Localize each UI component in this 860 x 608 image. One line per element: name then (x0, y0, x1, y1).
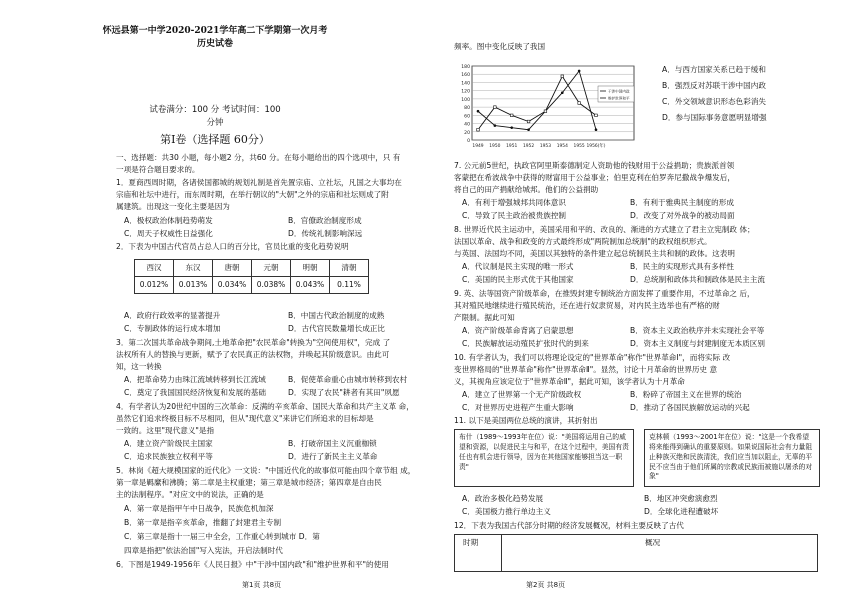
option-d: D．古代官民数量增长成正比 (288, 324, 385, 333)
data-point (595, 114, 598, 117)
data-point (544, 110, 547, 113)
data-point (578, 102, 581, 105)
question-text: 8. 世界近代民主运动中，美国采用和平的、改良的、渐进的方式建立了君主立宪制政 体； (454, 225, 755, 234)
table-cell: 0.043% (291, 277, 330, 294)
data-point (494, 124, 497, 127)
x-tick-labels (472, 142, 605, 149)
question-text: 产限制。据此可知 (454, 313, 515, 322)
data-point (561, 75, 564, 78)
table-cell: 明朝 (291, 260, 330, 277)
section-heading: 第Ⅰ卷（选择题 60分） (160, 133, 270, 146)
table-cell: 0.034% (213, 277, 252, 294)
question-text: 知，这一转换 (116, 362, 162, 371)
data-point (578, 70, 581, 73)
option-c: C．导致了民主政治被贵族控制 (462, 211, 567, 220)
page-footer-left: 第1页 共8页 (242, 581, 282, 589)
question-text: 7. 公元前5世纪，执政官阿里斯泰德制定人资助他的钱财用于公益捐助；贵族派首领 (454, 161, 735, 170)
legend-label: 干涉中国内政 (608, 89, 630, 94)
y-tick-label: 40 (464, 122, 470, 128)
x-tick-label: 1953 (539, 144, 552, 149)
option-a: A．建立资产阶级民主国家 (124, 439, 213, 448)
question-text: 11. 以下是美国两位总统的演讲，其折射出 (454, 416, 598, 425)
page-footer-right: 第2页 共8页 (526, 581, 566, 589)
data-point (510, 126, 513, 129)
option-c: C．外交领域意识形态色彩消失 (662, 97, 767, 106)
question-text: 2．下表为中国古代官员占总人口的百分比，官员比重的变化趋势说明 (116, 242, 349, 251)
option-c: C．对世界历史进程产生重大影响 (462, 403, 574, 412)
table-cell: 西汉 (135, 260, 174, 277)
question-text: 虽然它们追求终极目标不尽相同，但从"现代意义"来讲它们所追求的目标却是 (116, 414, 374, 423)
table-header-summary: 概况 (645, 538, 661, 547)
question-6-text: 6．下图是1949-1956年《人民日报》中"干涉中国内政"和"维护世界和平"的使用 (116, 560, 389, 569)
question-text: 宗庙和社坛中进行，而东周时期，在举行朝议的"大朝"之外的宗庙和社坛则成了附 (116, 190, 389, 199)
legend-label: 维护世界和平 (608, 96, 630, 101)
y-tick-label: 100 (461, 97, 470, 103)
option-b: B．官僚政治制度形成 (288, 216, 362, 225)
question-text: 12．下表为我国古代部分时期的经济发展概况，材料主要反映了古代 (454, 521, 684, 530)
table-cell: 清朝 (330, 260, 369, 277)
table-cell: 0.038% (252, 277, 291, 294)
question-text: 其对殖民地继续进行殖民统治，还在进行奴隶贸易，对内民主选举也有严格的财 (454, 301, 720, 310)
table-cell: 0.012% (135, 277, 174, 294)
question-text: 一致的。这里"现代意义"是指 (116, 426, 215, 435)
right-page (430, 0, 860, 608)
question-text: 义，其视角应该定位于"世界革命Ⅱ"，据此可知，该学者认为十月革命 (454, 377, 685, 386)
option-d: D．全球化进程遭破坏 (644, 507, 719, 516)
option-b: B．地区冲突愈演愈烈 (644, 494, 718, 503)
option-c: C．第三章是指十一届三中全会，工作重心转到城市 D．第 (124, 532, 320, 541)
exam-subtitle: 历史试卷 (196, 39, 233, 49)
option-c: C．奠定了我国国民经济恢复和发展的基础 (124, 388, 266, 397)
table-row (135, 277, 369, 294)
table-cell: 0.013% (174, 277, 213, 294)
question-text: 10. 有学者认为，我们可以将理论设定的"世界革命"称作"世界革命Ⅰ"，而将实际 改 (454, 353, 731, 362)
option-d: D．资本主义制度与封建制度无本质区别 (630, 339, 765, 348)
option-b: B．中国古代政治制度的成熟 (288, 311, 385, 320)
option-b: B．促使革命重心由城市转移到农村 (288, 375, 408, 384)
option-c: C．民族解放运动殖民扩张时代的到来 (462, 339, 589, 348)
data-point (494, 106, 497, 109)
intro-line-2: 一项是符合题目要求的。 (116, 165, 200, 174)
frequency-line-chart (450, 62, 650, 154)
chart-legend (598, 86, 634, 102)
option-c: C．美国的民主形式优于其他国家 (462, 275, 574, 284)
option-a: A．极权政治体制趋势萌发 (124, 216, 213, 225)
question-text: 法权所有人的替换与更新，赋予了农民真正的法权物，并唤起其阶级意识。由此可 (116, 350, 390, 359)
bush-quote-box: 布什（1989～1993年在位）说："美国将运用自己的威望和资源，以促进民主与和平，在这个过程中，美国有责任也有机会进行领导，因为在其他国家能够担当这一职责" (454, 429, 634, 487)
option-a: A．政府行政效率的显著提升 (124, 311, 221, 320)
x-tick-label: 1956(年) (586, 144, 606, 149)
question-text: 1．夏商西周时期，各诸侯国都城的规划礼制是首先置宗庙、立社坛，凡国之大事均在 (116, 178, 402, 187)
y-tick-label: 140 (461, 81, 470, 87)
table-row (135, 260, 369, 277)
option-b: B．民主的实现形式具有多样性 (630, 262, 734, 271)
minutes-line: 分钟 (206, 118, 224, 128)
table-header-period: 时期 (463, 538, 479, 547)
option-a: A．资产阶级革命背离了启蒙思想 (462, 326, 574, 335)
data-point (510, 114, 513, 117)
x-tick-label: 1951 (506, 144, 518, 149)
exam-title: 怀远县第一中学2020-2021学年高二下学期第一次月考 (102, 26, 328, 36)
option-a: A．有利于增强城邦共同体意识 (462, 198, 566, 207)
option-d: D．进行了新民主主义革命 (288, 452, 378, 461)
y-tick-label: 20 (464, 130, 470, 136)
option-d: 四章是指把"依法治国"写入宪法，开启法制时代 (124, 546, 283, 555)
intro-line-1: 一、选择题：共30 小题，每小题2 分，共60 分。在每小题给出的四个选项中，只 有 (116, 153, 401, 162)
question-text: 法国以革命、战争和政变的方式最终形成"两院制加总统制"的政权组织形式。 (454, 237, 712, 246)
question-text: 将自己的田产捐献给城邦。他们的公益捐助 (454, 185, 599, 194)
data-point (595, 128, 598, 131)
x-tick-label: 1949 (472, 144, 484, 149)
x-tick-label: 1952 (522, 144, 535, 149)
option-c: C．追求民族独立权利平等 (124, 452, 213, 461)
option-d: D．传统礼制影响深远 (288, 229, 363, 238)
question-text: 客蒙把在希波战争中获得的财富用于公益事业；伯里克利在伯罗奔尼撒战争爆发后， (454, 173, 735, 182)
y-tick-label: 0 (467, 139, 470, 144)
data-point (477, 110, 480, 113)
table-cell: 东汉 (174, 260, 213, 277)
chart-series (477, 70, 598, 131)
y-tick-label: 80 (464, 106, 470, 112)
question-6-continued: 频率。图中变化反映了我国 (454, 42, 546, 51)
question-text: 9. 英、法等国资产阶级革命，在推毁封建专制统治方面发挥了重要作用，不过革命之 后， (454, 289, 755, 298)
option-b: B．粉碎了帝国主义在世界的统治 (630, 390, 742, 399)
data-point (527, 120, 530, 123)
option-b: B．强烈反对苏联干涉中国内政 (662, 81, 766, 90)
option-c: C．周天子权威性日益强化 (124, 229, 213, 238)
table-cell: 元朝 (252, 260, 291, 277)
option-b: B．有利于雅典民主制度的形成 (630, 198, 734, 207)
option-a: A．代议制是民主实现的唯一形式 (462, 262, 574, 271)
option-c: C．美国极力推行单边主义 (462, 507, 551, 516)
question-text: 3．第二次国共革命战争期间,土地革命把"农民革命"转换为"空间使用权"，完成 了 (116, 338, 391, 347)
table-cell: 唐朝 (213, 260, 252, 277)
question-text: 与英国、法国均不同，美国以其独特的条件建立起总统制民主共和制的政体。这表明 (454, 249, 735, 258)
clinton-quote-box: 克林顿（1993～2001年在位）说："这是一个我希望将来能得到确认的重要原则。如果说国际社会有力量阻止种族灭绝和民族清洗，我们应当加以阻止，无辜的平民不应当由于他们所属的宗教或民族而被施以屠杀的对象" (644, 429, 820, 487)
option-b: B．第一章是指辛亥革命，推翻了封建君主专制 (124, 518, 282, 527)
question-text: 变世界格局的"世界革命"称作"世界革命Ⅱ"。显然，讨论十月革命的世界历史 意 (454, 365, 718, 374)
x-tick-label: 1950 (489, 144, 501, 149)
option-a: A．把革命势力由珠江流域转移到长江流域 (124, 375, 266, 384)
economy-table (454, 534, 818, 572)
y-tick-labels (461, 64, 470, 144)
option-d: D．改变了对外战争的被动局面 (630, 211, 735, 220)
option-a: A．与西方国家关系已趋于缓和 (662, 65, 766, 74)
question-text: 4．有学者认为20世纪中国的三次革命：反满的辛亥革命、国民大革命和共产主义革 命， (116, 402, 414, 411)
option-b: B．打破帝国主义沉重枷锁 (288, 439, 377, 448)
option-a: A．第一章是指甲午中日战争，民族危机加深 (124, 504, 274, 513)
question-text: 5．林岗《超大规模国家的近代化》一文说："中国近代化的故事似可能由四个章节组 成， (116, 466, 416, 475)
score-line: 试卷满分：100 分 考试时间：100 (149, 105, 281, 115)
series-line (478, 71, 596, 130)
option-a: A．政治多极化趋势发展 (462, 494, 544, 503)
data-point (561, 91, 564, 94)
question-text: 第一章是羁縻和沸腾；第二章是主权重建；第三章是城市经济；第四章是自由民 (116, 478, 382, 487)
data-point (527, 128, 530, 131)
option-b: B．资本主义政治秩序并未实现社会平等 (630, 326, 765, 335)
option-d: D．参与国际事务意愿明显增强 (662, 113, 767, 122)
question-text: 属建筑。出现这一变化主要是因为 (116, 202, 230, 211)
question-text: 主的法制程序。"对应文中的说法，正确的是 (116, 490, 264, 499)
data-point (477, 128, 480, 131)
y-tick-label: 180 (461, 65, 470, 70)
option-d: D．实现了农民"耕者有其田"夙愿 (288, 388, 400, 397)
y-tick-label: 160 (461, 73, 470, 79)
option-a: A．建立了世界第一个无产阶级政权 (462, 390, 582, 399)
table-cell: 0.11% (330, 277, 369, 294)
official-ratio-table (134, 259, 369, 294)
y-tick-label: 120 (461, 89, 470, 95)
x-tick-label: 1955 (573, 144, 585, 149)
y-tick-label: 60 (464, 114, 470, 120)
option-c: C．专制政体的运行成本增加 (124, 324, 221, 333)
x-tick-label: 1954 (556, 144, 568, 149)
option-d: D．推动了各国民族解放运动的兴起 (630, 403, 750, 412)
option-d: D．总统制和政体共和制政体是民主主流 (630, 275, 765, 284)
